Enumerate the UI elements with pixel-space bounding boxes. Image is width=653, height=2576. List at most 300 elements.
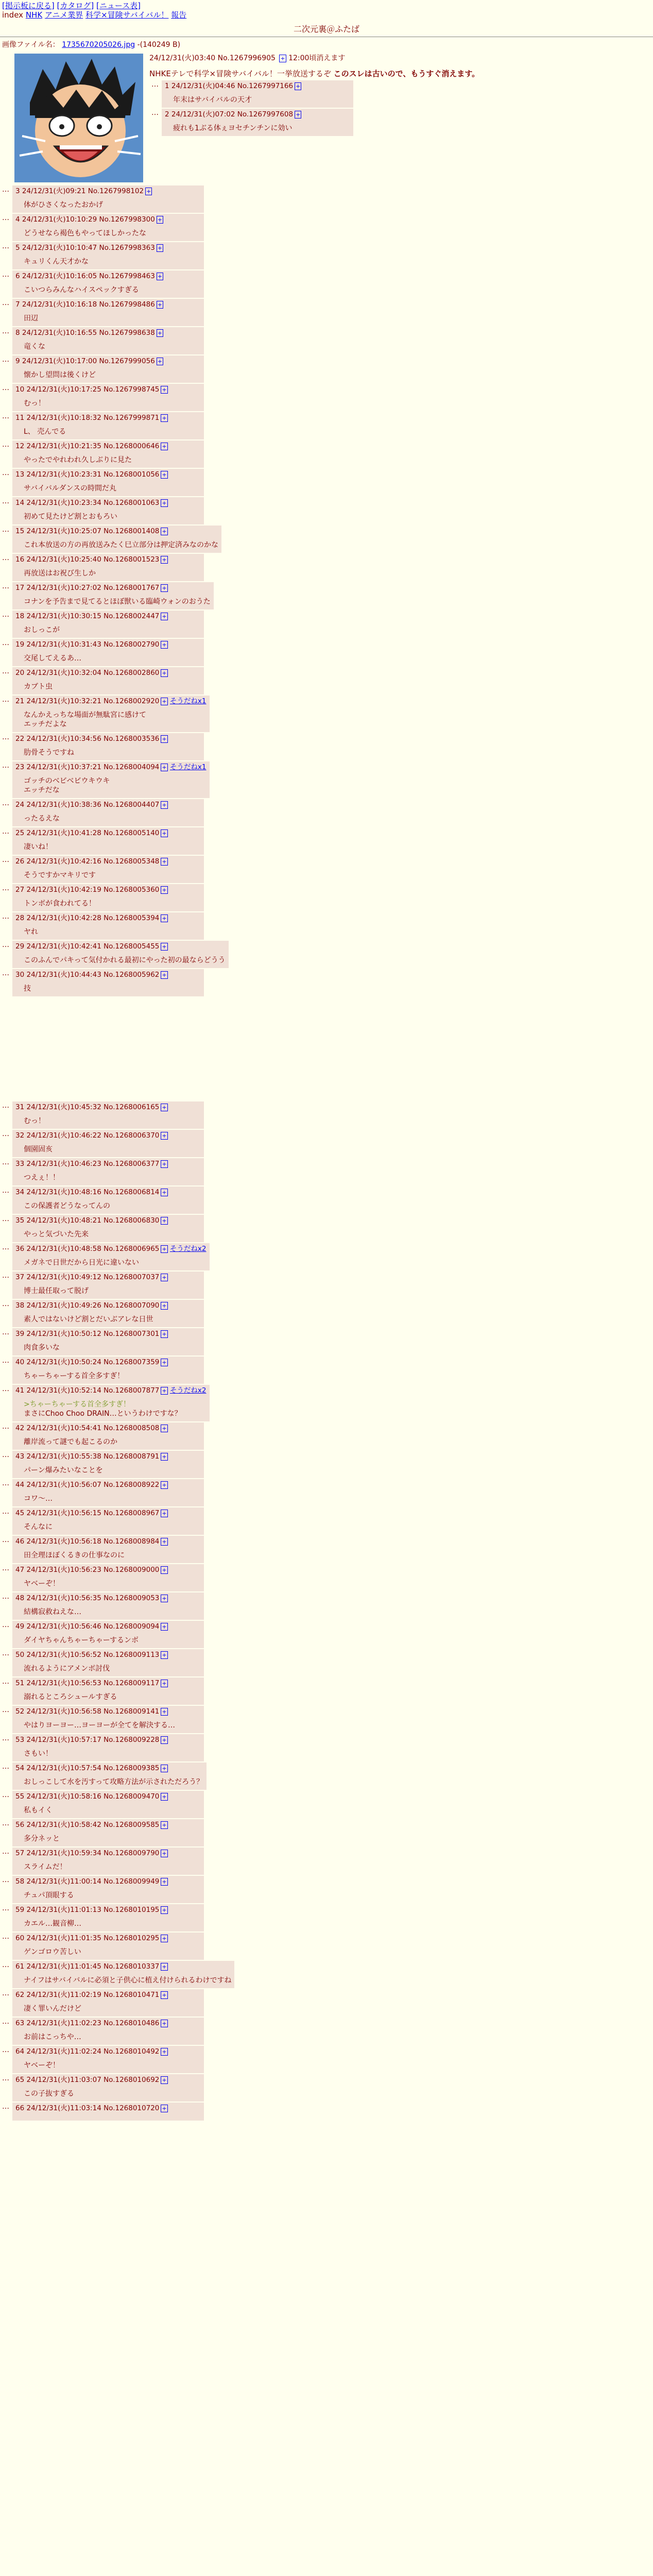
reply-cell (12, 299, 204, 326)
reply-body (24, 899, 201, 908)
reply-post (0, 941, 229, 968)
reply-body (24, 1579, 201, 1588)
reply-number: No.1267998102 (88, 187, 144, 195)
reply-index: 26 (15, 857, 25, 866)
reply-date: 24/12/31(火)10:56:58 (26, 1707, 101, 1716)
reply-body-line: そんなに (24, 1523, 53, 1531)
soudane-link[interactable]: そうだねx1 (169, 763, 207, 771)
reply-cell (12, 1101, 204, 1129)
reply-del-button[interactable]: + (162, 830, 167, 837)
reply-body (24, 1201, 201, 1211)
reply-number: No.1268007301 (104, 1330, 160, 1338)
soudane-link[interactable]: そうだねx2 (169, 1245, 207, 1253)
reply-indent-marker: … (2, 355, 9, 364)
reply-cell (12, 1876, 204, 1903)
reply-cell (12, 1272, 204, 1299)
reply-indent-marker: … (2, 2074, 9, 2082)
reply-del-button[interactable]: + (162, 1567, 167, 1573)
reply-indent-marker: … (2, 185, 9, 194)
reply-del-button[interactable]: + (162, 1850, 167, 1857)
reply-indent-marker: … (2, 497, 9, 505)
reply-date: 24/12/31(火)10:48:16 (26, 1188, 101, 1196)
reply-body-line: やったでやれわれ久しぶりに見た (24, 456, 132, 464)
reply-post (0, 526, 221, 553)
reply-post (0, 185, 204, 213)
reply-cell (12, 1564, 204, 1591)
reply-header (15, 1131, 201, 1141)
reply-index: 56 (15, 1821, 25, 1829)
nav-link-report[interactable]: 報告 (171, 10, 187, 20)
reply-del-button[interactable]: + (162, 1538, 167, 1545)
reply-body (24, 748, 201, 757)
reply-post (0, 412, 204, 439)
reply-body-line: この子抜すぎる (24, 2090, 74, 2098)
soudane-link[interactable]: そうだねx1 (169, 697, 207, 705)
reply-del-button[interactable]: + (162, 641, 167, 648)
reply-body (24, 342, 201, 351)
reply-date: 24/12/31(火)11:01:35 (26, 1934, 101, 1942)
reply-header (15, 1594, 201, 1603)
reply-indent-marker: … (2, 1706, 9, 1714)
reply-indent-marker: … (2, 1243, 9, 1251)
reply-cell (12, 2074, 204, 2102)
reply-cell (12, 1422, 204, 1450)
reply-cell (12, 469, 204, 496)
reply-indent-marker: … (2, 799, 9, 807)
reply-index: 15 (15, 527, 25, 535)
reply-del-button[interactable]: + (162, 1217, 167, 1224)
reply-body (24, 1343, 201, 1352)
reply-index: 5 (15, 244, 20, 252)
reply-post (0, 1621, 204, 1648)
reply-del-button[interactable]: + (162, 1708, 167, 1715)
nav-link-news[interactable]: [ニュース表] (96, 1, 141, 10)
reply-del-button[interactable]: + (162, 1331, 167, 1337)
reply-indent-marker: … (2, 1933, 9, 1941)
reply-body (24, 314, 201, 323)
reply-del-button[interactable]: + (162, 1189, 167, 1196)
reply-cell (12, 1507, 204, 1535)
reply-index: 41 (15, 1386, 25, 1395)
reply-index: 4 (15, 215, 20, 224)
reply-date: 24/12/31(火)10:46:23 (26, 1160, 101, 1168)
reply-body (24, 1494, 201, 1503)
reply-cell (12, 884, 204, 911)
reply-post (0, 1479, 204, 1506)
reply-index: 50 (15, 1651, 25, 1659)
board-title: 二次元裏＠ふたば (293, 24, 359, 34)
reply-post (0, 969, 204, 996)
reply-post (0, 1328, 204, 1355)
reply-date: 24/12/31(火)10:52:14 (26, 1386, 101, 1395)
reply-cell (12, 856, 204, 883)
reply-del-button[interactable]: + (162, 915, 167, 922)
reply-index: 49 (15, 1622, 25, 1631)
reply-del-button[interactable]: + (162, 1104, 167, 1111)
reply-cell (12, 696, 210, 732)
reply-post (0, 1734, 204, 1761)
reply-del-button[interactable]: + (162, 2020, 167, 2027)
reply-date: 24/12/31(火)10:42:41 (26, 942, 101, 951)
reply-del-button[interactable]: + (157, 216, 163, 223)
reply-del-button[interactable]: + (162, 1737, 167, 1743)
reply-date: 24/12/31(火)10:46:22 (26, 1131, 101, 1140)
reply-post (0, 2018, 204, 2045)
reply-del-button[interactable]: + (162, 698, 167, 705)
reply-body-line: ったるえな (24, 815, 60, 823)
reply-index: 57 (15, 1849, 25, 1857)
reply-cell (12, 214, 204, 241)
reply-cell (12, 733, 204, 760)
reply-date: 24/12/31(火)10:25:07 (26, 527, 101, 535)
reply-post (0, 1300, 204, 1327)
reply-indent-marker: … (2, 733, 9, 741)
reply-header (15, 800, 201, 810)
reply-date: 24/12/31(火)10:54:41 (26, 1424, 101, 1432)
reply-date: 24/12/31(火)10:37:21 (26, 763, 101, 771)
reply-body (24, 1806, 201, 1815)
reply-header (15, 1103, 201, 1112)
reply-del-button[interactable]: + (162, 471, 167, 478)
reply-del-button[interactable]: + (162, 972, 167, 978)
reply-del-button[interactable]: + (162, 764, 167, 771)
reply-del-button[interactable]: + (157, 301, 163, 308)
reply-del-button[interactable]: + (162, 1595, 167, 1602)
reply-body-line: 私もイく (24, 1806, 53, 1815)
reply-body (24, 1721, 201, 1730)
reply-del-button[interactable]: + (162, 1161, 167, 1167)
reply-index: 21 (15, 697, 25, 705)
reply-post (0, 554, 204, 581)
reply-index: 10 (15, 385, 25, 394)
reply-del-button[interactable]: + (146, 188, 151, 195)
reply-del-button[interactable]: + (162, 1907, 167, 1913)
reply-header (15, 498, 201, 508)
reply-body-line: 結構寂救ねえな… (24, 1608, 81, 1616)
reply-del-button[interactable]: + (157, 245, 163, 251)
reply-cell (12, 1451, 204, 1478)
reply-number: No.1268010492 (104, 2047, 160, 2056)
reply-del-button[interactable]: + (162, 1878, 167, 1885)
reply-body-line: どうせなら褐色もやってほしかったな (24, 229, 146, 238)
reply-del-button[interactable]: + (162, 1387, 167, 1394)
reply-index: 13 (15, 470, 25, 479)
reply-body (24, 1315, 201, 1324)
reply-del-button[interactable]: + (162, 802, 167, 808)
reply-body (24, 1664, 201, 1673)
reply-header (15, 640, 201, 650)
reply-post (0, 497, 204, 524)
reply-body-line: 離岸流って謎でも起こるのか (24, 1438, 117, 1446)
reply-number: No.1268005962 (104, 971, 160, 979)
reply-del-button[interactable]: + (162, 1680, 167, 1687)
reply-date: 24/12/31(火)10:57:17 (26, 1736, 101, 1744)
reply-del-button[interactable]: + (162, 1623, 167, 1630)
reply-body (24, 1692, 201, 1702)
reply-cell (12, 1385, 210, 1421)
reply-indent-marker: … (2, 611, 9, 619)
reply-number: No.1268008922 (104, 1481, 160, 1489)
reply-number: No.1268002790 (104, 640, 160, 649)
reply-del-button[interactable]: + (162, 943, 167, 950)
reply-del-button[interactable]: + (162, 1246, 167, 1252)
reply-body (24, 399, 201, 408)
reply-cell (12, 270, 204, 298)
reply-del-button[interactable]: + (162, 443, 167, 450)
op-thumbnail[interactable] (14, 54, 143, 182)
reply-del-button[interactable]: + (162, 1482, 167, 1488)
reply-header (15, 1216, 201, 1226)
reply-del-button[interactable]: + (162, 585, 167, 591)
reply-post (0, 1101, 204, 1129)
reply-index: 32 (15, 1131, 25, 1140)
reply-del-button[interactable]: + (162, 556, 167, 563)
reply-number: No.1268010692 (104, 2076, 160, 2084)
reply-body-line: ゴッチのベビベビウキウキ (24, 777, 110, 785)
reply-body (24, 1976, 231, 1985)
reply-del-button[interactable]: + (157, 358, 163, 365)
reply-number: No.1268005348 (104, 857, 160, 866)
reply-del-button[interactable]: + (296, 83, 301, 90)
reply-index: 14 (15, 499, 25, 507)
reply-number: No.1268007090 (104, 1301, 160, 1310)
op-date: 24/12/31(火)03:40 (149, 54, 216, 62)
reply-del-button[interactable]: + (296, 111, 301, 118)
reply-cell (12, 582, 214, 609)
reply-del-button[interactable]: + (162, 887, 167, 893)
reply-body (24, 1607, 201, 1617)
reply-del-button[interactable]: + (162, 1992, 167, 1998)
reply-index: 36 (15, 1245, 25, 1253)
nav-index-label: index (2, 10, 24, 20)
reply-indent-marker: … (2, 1272, 9, 1280)
reply-header (165, 110, 350, 120)
reply-index: 33 (15, 1160, 25, 1168)
reply-del-button[interactable]: + (162, 1132, 167, 1139)
soudane-link[interactable]: そうだねx2 (169, 1386, 207, 1395)
reply-header (15, 1962, 231, 1972)
reply-index: 54 (15, 1764, 25, 1772)
reply-post (0, 1130, 204, 1157)
reply-body-line: なんかえっちな場面が無駄宮に感けて (24, 711, 146, 719)
reply-index: 25 (15, 829, 25, 837)
reply-date: 24/12/31(火)10:49:26 (26, 1301, 101, 1310)
reply-header (15, 1301, 201, 1311)
reply-post (149, 80, 353, 108)
reply-body-line: サバイバルダンスの時間だ丸 (24, 484, 117, 493)
reply-body-line: ヤベーぞ！ (24, 2061, 60, 2070)
reply-body-line: 田全理ほぼくるきの仕事なのに (24, 1551, 125, 1560)
reply-body (24, 569, 201, 578)
reply-index: 44 (15, 1481, 25, 1489)
reply-body (173, 95, 350, 105)
reply-header (15, 470, 201, 480)
reply-number: No.1268000646 (104, 442, 160, 450)
reply-number: No.1268005140 (104, 829, 160, 837)
reply-date: 24/12/31(火)10:10:29 (22, 215, 97, 224)
reply-indent-marker: … (2, 1187, 9, 1195)
reply-del-button[interactable]: + (162, 670, 167, 676)
reply-date: 24/12/31(火)10:10:47 (22, 244, 97, 252)
reply-indent-marker: … (2, 1564, 9, 1572)
reply-body-line: おしっこして水を汚すって攻略方法が示されただろう？ (24, 1778, 204, 1786)
reply-cell (12, 412, 204, 439)
reply-body (24, 2032, 201, 2042)
reply-body (24, 370, 201, 380)
reply-header (15, 1423, 201, 1433)
reply-index: 51 (15, 1679, 25, 1687)
reply-indent-marker: … (2, 1422, 9, 1431)
reply-del-button[interactable]: + (162, 1302, 167, 1309)
reply-post (0, 469, 204, 496)
reply-number: No.1268009053 (104, 1594, 160, 1602)
reply-del-button[interactable]: + (162, 736, 167, 742)
reply-del-button[interactable]: + (162, 1453, 167, 1460)
reply-index: 60 (15, 1934, 25, 1942)
reply-body (24, 871, 201, 880)
reply-cell (12, 1243, 210, 1270)
reply-index: 12 (15, 442, 25, 450)
reply-body-line: エッチだよな (24, 720, 67, 728)
reply-del-button[interactable]: + (162, 1935, 167, 1942)
reply-post (0, 270, 204, 298)
reply-body (24, 1230, 201, 1239)
reply-body (24, 2089, 201, 2098)
reply-header (15, 2075, 201, 2085)
reply-indent-marker: … (2, 1300, 9, 1308)
reply-body (24, 927, 201, 937)
reply-header (15, 272, 201, 281)
reply-post (0, 1243, 210, 1270)
reply-del-button[interactable]: + (162, 858, 167, 865)
reply-body (24, 427, 201, 436)
reply-index: 8 (15, 329, 20, 337)
reply-body-line: キュリくん天才かな (24, 258, 89, 266)
reply-del-button[interactable]: + (162, 2105, 167, 2112)
reply-index: 66 (15, 2104, 25, 2112)
reply-del-button[interactable]: + (162, 613, 167, 620)
reply-indent-marker: … (2, 761, 9, 770)
reply-del-button[interactable]: + (157, 330, 163, 336)
reply-cell (12, 1677, 204, 1705)
reply-del-button[interactable]: + (162, 1274, 167, 1281)
reply-header (15, 215, 201, 225)
reply-index: 17 (15, 584, 25, 592)
reply-del-button[interactable]: + (162, 1963, 167, 1970)
reply-index: 35 (15, 1216, 25, 1225)
reply-post (0, 1507, 204, 1535)
reply-body-line: ダイヤちゃんちゃーちゃーするンボ (24, 1636, 139, 1645)
reply-number: No.1267998463 (99, 272, 155, 280)
reply-del-button[interactable]: + (162, 1652, 167, 1658)
reply-cell (12, 1649, 204, 1676)
reply-number: No.1268008967 (104, 1509, 160, 1517)
op-del-button[interactable]: + (280, 55, 285, 62)
reply-number: No.1268009470 (104, 1792, 160, 1801)
reply-date: 24/12/31(火)10:17:00 (22, 357, 97, 365)
nav-link-catalog[interactable]: [カタログ] (57, 1, 94, 10)
reply-del-button[interactable]: + (162, 1822, 167, 1828)
reply-body (24, 2004, 201, 2013)
reply-body (24, 1749, 201, 1758)
reply-header (15, 1452, 201, 1462)
reply-del-button[interactable]: + (162, 2077, 167, 2083)
reply-cell (12, 667, 204, 694)
reply-date: 24/12/31(火)10:56:23 (26, 1566, 101, 1574)
reply-header (15, 857, 201, 867)
reply-quote: >ちゃーちゃーする首全多すぎ！ (24, 1400, 131, 1409)
nav-link-nhk[interactable]: NHK (25, 10, 43, 20)
reply-header (15, 555, 201, 565)
reply-post (0, 1215, 204, 1242)
reply-del-button[interactable]: + (162, 500, 167, 506)
reply-body (24, 1551, 201, 1560)
reply-indent-marker: … (2, 1451, 9, 1459)
nav-link-anime[interactable]: アニメ業界 (44, 10, 83, 20)
reply-del-button[interactable]: + (162, 1793, 167, 1800)
reply-body-line: 凄く罪いんだけど (24, 2005, 81, 2013)
reply-del-button[interactable]: + (162, 415, 167, 421)
reply-number: No.1268007877 (104, 1386, 160, 1395)
reply-index: 62 (15, 1991, 25, 1999)
reply-number: No.1268009585 (104, 1821, 160, 1829)
reply-header (15, 1386, 207, 1396)
reply-body (24, 1947, 201, 1957)
reply-header (15, 885, 201, 895)
reply-index: 63 (15, 2019, 25, 2027)
reply-cell (12, 1961, 234, 1988)
reply-body-line: むっ！ (24, 399, 45, 408)
reply-body (24, 1286, 201, 1296)
reply-del-button[interactable]: + (162, 1425, 167, 1432)
reply-post (0, 856, 204, 883)
reply-del-button[interactable]: + (162, 1510, 167, 1517)
reply-number: No.1267997608 (237, 110, 294, 118)
nav-link-back[interactable]: [掲示板に戻る] (2, 1, 55, 10)
reply-indent-marker: … (2, 1592, 9, 1601)
reply-date: 24/12/31(火)10:56:18 (26, 1537, 101, 1546)
reply-post (0, 1272, 204, 1299)
reply-indent-marker: … (2, 884, 9, 892)
reply-number: No.1268008984 (104, 1537, 160, 1546)
reply-del-button[interactable]: + (162, 528, 167, 535)
reply-del-button[interactable]: + (162, 1359, 167, 1366)
reply-date: 24/12/31(火)10:50:24 (26, 1358, 101, 1366)
reply-cell (12, 827, 204, 855)
reply-body-line: おしっこが (24, 626, 60, 634)
reply-del-button[interactable]: + (162, 386, 167, 393)
reply-indent-marker: … (2, 1357, 9, 1365)
reply-header (15, 385, 201, 395)
reply-date: 24/12/31(火)10:56:35 (26, 1594, 101, 1602)
reply-number: No.1267998486 (99, 300, 155, 309)
op-file-link[interactable]: 1735670205026.jpg (62, 41, 135, 49)
reply-date: 24/12/31(火)10:25:40 (26, 555, 101, 564)
op-expire: 12:00頃消えます (288, 54, 346, 62)
reply-del-button[interactable]: + (157, 273, 163, 280)
reply-del-button[interactable]: + (162, 2048, 167, 2055)
reply-body-line: お前はこっちや… (24, 2033, 81, 2041)
reply-date: 24/12/31(火)10:58:16 (26, 1792, 101, 1801)
reply-post (0, 1158, 204, 1185)
reply-date: 24/12/31(火)09:21 (22, 187, 86, 195)
reply-body (24, 285, 201, 295)
nav-link-survival[interactable]: 科学×冒険サバイバル！ (85, 10, 169, 20)
reply-header (15, 328, 201, 338)
reply-cell (12, 355, 204, 383)
reply-number: No.1268001767 (104, 584, 160, 592)
reply-del-button[interactable]: + (162, 1765, 167, 1772)
